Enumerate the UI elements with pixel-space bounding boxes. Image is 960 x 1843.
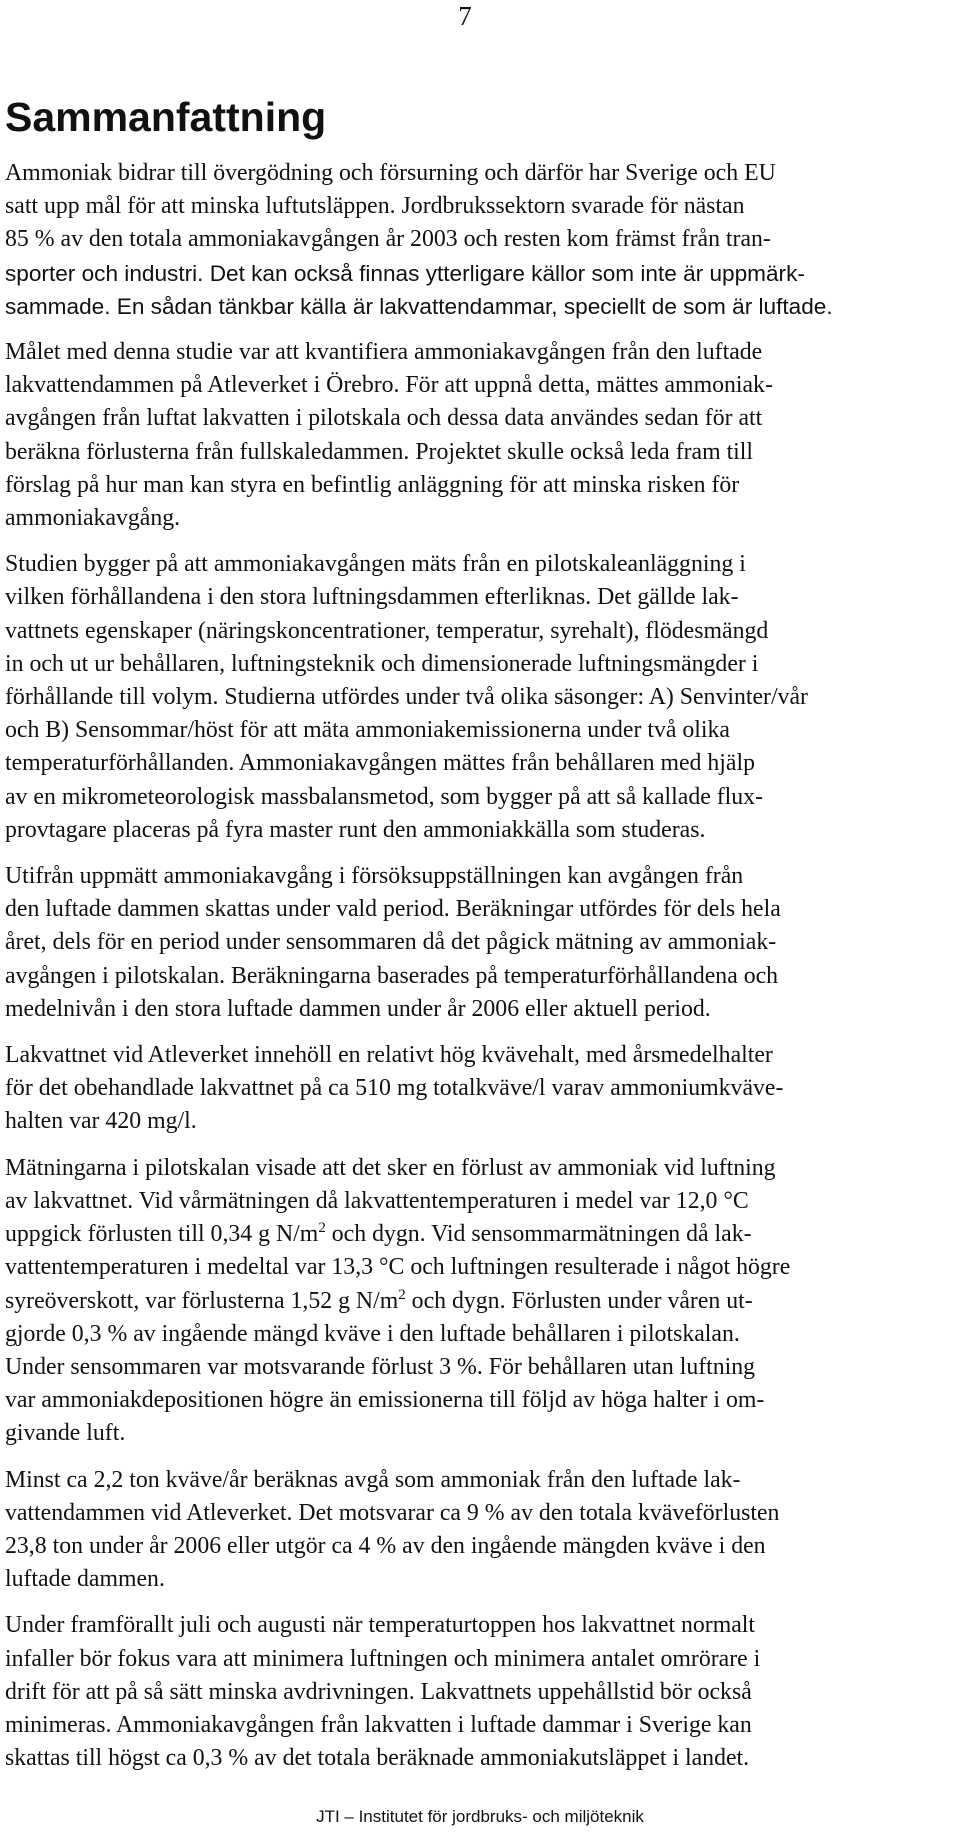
text-line: 85 % av den totala ammoniakavgången år 2003 och resten kom främst från tran- xyxy=(5,226,771,253)
paragraph-3 xyxy=(5,548,895,847)
text-line: vattentemperaturen i medeltal var 13,3 °C och luftningen resulterade i något högre xyxy=(5,1254,791,1281)
text-line: av en mikrometeorologisk massbalansmetod, som bygger på att så kallade flux- xyxy=(5,783,764,810)
text-segment: syreöverskott, var förlusterna 1,52 g N/m xyxy=(5,1287,399,1314)
text-line: Utifrån uppmätt ammoniakavgång i försöksuppställningen kan avgången från xyxy=(5,863,744,890)
text-line xyxy=(5,1218,895,1251)
text-line: ammoniakavgång. xyxy=(5,505,181,532)
text-line: avgången från luftat lakvatten i pilotskala och dessa data användes sedan för att xyxy=(5,405,763,432)
text-line: vattnets egenskaper (näringskoncentrationer, temperatur, syrehalt), flödesmängd xyxy=(5,617,769,644)
text-line: givande luft. xyxy=(5,1420,126,1447)
text-segment: och dygn. Vid sensommarmätningen då lak- xyxy=(325,1221,752,1248)
text-line xyxy=(5,1285,895,1318)
paragraph-6 xyxy=(5,1152,895,1451)
text-line: medelnivån i den stora luftade dammen under år 2006 eller aktuell period. xyxy=(5,995,711,1022)
text-line: Studien bygger på att ammoniakavgången mäts från en pilotskaleanläggning i xyxy=(5,551,746,578)
text-line: in och ut ur behållaren, luftningsteknik och dimensionerade luftningsmängder i xyxy=(5,650,759,677)
text-line: avgången i pilotskalan. Beräkningarna baserades på temperaturförhållandena och xyxy=(5,962,779,989)
page-number: 7 xyxy=(458,1,472,31)
text-line: den luftade dammen skattas under vald period. Beräkningar utfördes för dels hela xyxy=(5,896,781,923)
text-line: infaller bör fokus vara att minimera luftningen och minimera antalet omrörare i xyxy=(5,1645,761,1672)
text-line: temperaturförhållanden. Ammoniakavgången mättes från behållaren med hjälp xyxy=(5,750,755,777)
text-line: var ammoniakdepositionen högre än emissionerna till följd av höga halter i om- xyxy=(5,1387,765,1414)
text-line: och B) Sensommar/höst för att mäta ammoniakemissionerna under två olika xyxy=(5,717,730,744)
text-line: skattas till högst ca 0,3 % av det totala beräknade ammoniakutsläppet i landet. xyxy=(5,1745,750,1772)
text-line: halten var 420 mg/l. xyxy=(5,1108,197,1135)
text-line: vattendammen vid Atleverket. Det motsvarar ca 9 % av den totala kväveförlusten xyxy=(5,1499,780,1526)
text-line: Under framförallt juli och augusti när temperaturtoppen hos lakvattnet normalt xyxy=(5,1612,756,1639)
text-line: förhållande till volym. Studierna utfördes under två olika säsonger: A) Senvinter/vår xyxy=(5,684,808,711)
text-line: minimeras. Ammoniakavgången från lakvatten i luftade dammar i Sverige kan xyxy=(5,1711,752,1738)
text-line: Minst ca 2,2 ton kväve/år beräknas avgå som ammoniak från den luftade lak- xyxy=(5,1466,741,1493)
text-line: gjorde 0,3 % av ingående mängd kväve i den luftade behållaren i pilotskalan. xyxy=(5,1320,740,1347)
text-line: luftade dammen. xyxy=(5,1566,165,1593)
text-segment: och dygn. Förlusten under våren ut- xyxy=(405,1287,753,1314)
text-line: Målet med denna studie var att kvantifiera ammoniakavgången från den luftade xyxy=(5,339,763,366)
text-line: av lakvattnet. Vid vårmätningen då lakvattentemperaturen i medel var 12,0 °C xyxy=(5,1187,749,1214)
text-line: för det obehandlade lakvattnet på ca 510 mg totalkväve/l varav ammoniumkväve- xyxy=(5,1075,784,1102)
text-line: Under sensommaren var motsvarande förlust 3 %. För behållaren utan luftning xyxy=(5,1353,756,1380)
text-line: beräkna förlusterna från fullskaledammen. Projektet skulle också leda fram till xyxy=(5,438,754,465)
text-segment: uppgick förlusten till 0,34 g N/m xyxy=(5,1221,319,1248)
text-line: året, dels för en period under sensommaren då det pågick mätning av ammoniak- xyxy=(5,929,777,956)
text-line: vilken förhållandena i den stora luftningsdammen efterliknas. Det gällde lak- xyxy=(5,584,739,611)
text-line: Ammoniak bidrar till övergödning och försurning och därför har Sverige och EU xyxy=(5,160,776,186)
summary-body xyxy=(5,157,895,1788)
text-line: sporter och industri. Det kan också finnas ytterligare källor som inte är uppmärk- xyxy=(5,260,805,286)
paragraph-4 xyxy=(5,860,895,1026)
paragraph-1 xyxy=(5,157,895,323)
paragraph-5 xyxy=(5,1039,895,1139)
paragraph-8 xyxy=(5,1609,895,1775)
text-line: Mätningarna i pilotskalan visade att det sker en förlust av ammoniak vid luftning xyxy=(5,1154,776,1181)
superscript: 2 xyxy=(398,1286,406,1303)
paragraph-2 xyxy=(5,336,895,535)
page-footer: JTI – Institutet för jordbruks- och miljöteknik xyxy=(316,1807,644,1826)
page-title: Sammanfattning xyxy=(5,94,327,140)
text-line: lakvattendammen på Atleverket i Örebro. För att uppnå detta, mättes ammoniak- xyxy=(5,372,773,399)
text-line: provtagare placeras på fyra master runt den ammoniakkälla som studeras. xyxy=(5,816,706,843)
text-line: satt upp mål för att minska luftutsläppen. Jordbrukssektorn svarade för nästan xyxy=(5,193,745,220)
paragraph-7 xyxy=(5,1464,895,1597)
text-line: 23,8 ton under år 2006 eller utgör ca 4 % av den ingående mängden kväve i den xyxy=(5,1532,766,1559)
text-line: drift för att på så sätt minska avdrivningen. Lakvattnets uppehållstid bör också xyxy=(5,1678,752,1705)
text-line: förslag på hur man kan styra en befintlig anläggning för att minska risken för xyxy=(5,471,740,498)
text-line: Lakvattnet vid Atleverket innehöll en relativt hög kvävehalt, med årsmedelhalter xyxy=(5,1042,773,1069)
text-line: sammade. En sådan tänkbar källa är lakvattendammar, speciellt de som är luftade. xyxy=(5,293,833,319)
superscript: 2 xyxy=(318,1220,326,1237)
